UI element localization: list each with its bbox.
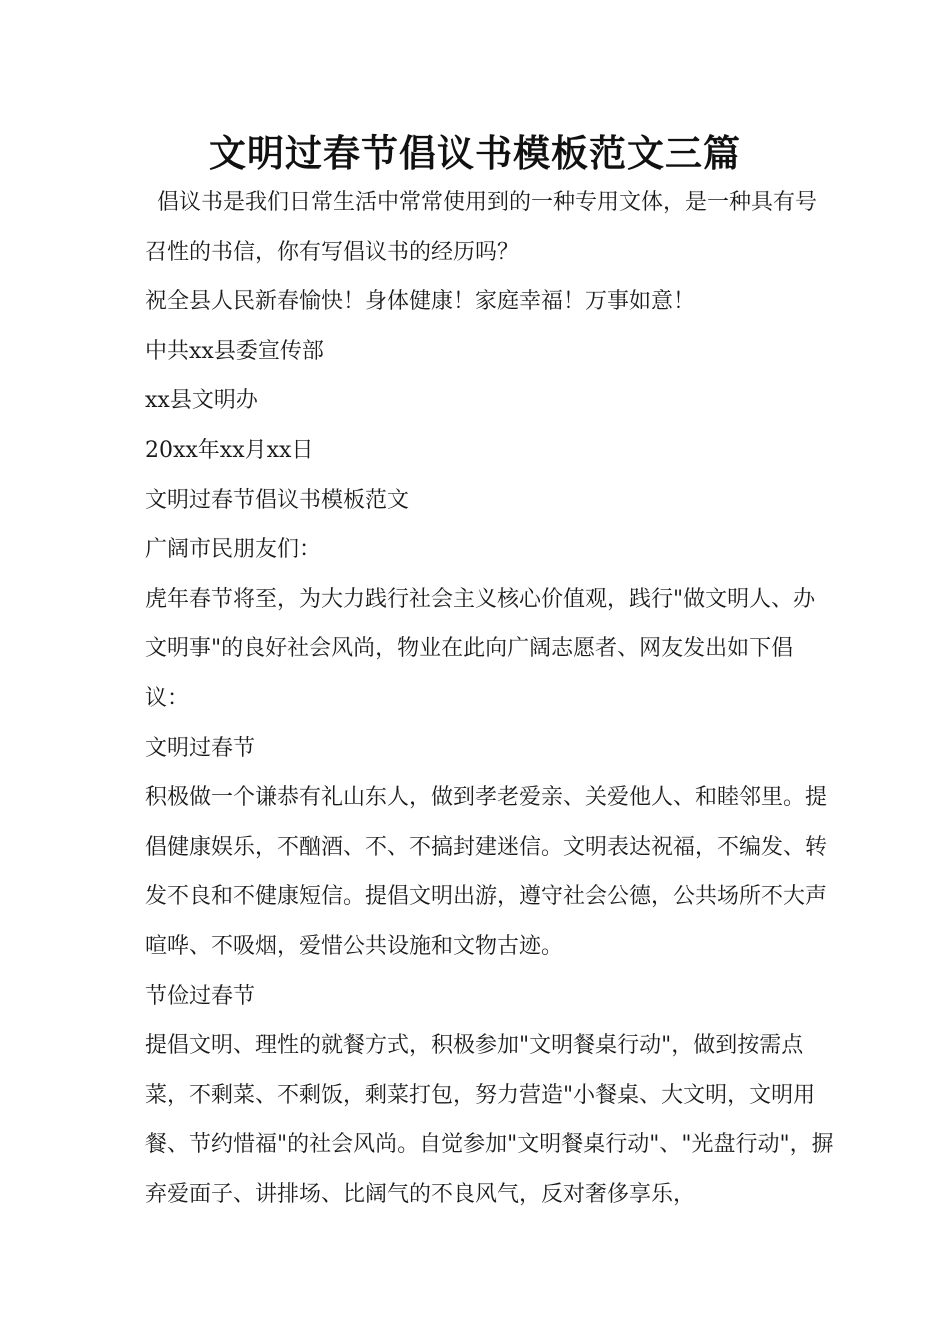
- document-title: 文明过春节倡议书模板范文三篇: [209, 132, 741, 175]
- section-heading: 文明过春节倡议书模板范文: [145, 487, 410, 513]
- document-body: [145, 178, 835, 1219]
- subheading-civilized: 文明过春节: [145, 735, 256, 761]
- signature-date: 20xx年xx月xx日: [145, 437, 314, 463]
- subheading-frugal: 节俭过春节: [145, 983, 256, 1009]
- salutation: 广阔市民朋友们：: [145, 537, 322, 563]
- proposal-paragraph: 虎年春节将至，为大力践行社会主义核心价值观，践行"做文明人、办文明事"的良好社会风尚，物业在此向广阔志愿者、网友发出如下倡议：: [145, 586, 816, 711]
- greeting-paragraph: 祝全县人民新春愉快！身体健康！家庭幸福！万事如意！: [145, 289, 696, 315]
- frugal-paragraph: 提倡文明、理性的就餐方式，积极参加"文明餐桌行动"，做到按需点菜，不剩菜、不剩饭，剩菜打包，努力营造"小餐桌、大文明，文明用餐、节约惜福"的社会风尚。自觉参加"文明餐桌行动"、"光盘行动"，摒弃爱面子、讲排场、比阔气的不良风气，反对奢侈享乐，: [145, 1033, 834, 1207]
- signature-office: xx县文明办: [145, 388, 258, 414]
- intro-paragraph: 倡议书是我们日常生活中常常使用到的一种专用文体，是一种具有号召性的书信，你有写倡议书的经历吗？: [145, 190, 818, 265]
- signature-department: 中共xx县委宣传部: [145, 338, 324, 364]
- civilized-paragraph: 积极做一个谦恭有礼山东人，做到孝老爱亲、关爱他人、和睦邻里。提倡健康娱乐，不酗酒、不、不搞封建迷信。文明表达祝福，不编发、转发不良和不健康短信。提倡文明出游，遵守社会公德，公共场所不大声喧哗、不吸烟，爱惜公共设施和文物古迹。: [145, 785, 828, 959]
